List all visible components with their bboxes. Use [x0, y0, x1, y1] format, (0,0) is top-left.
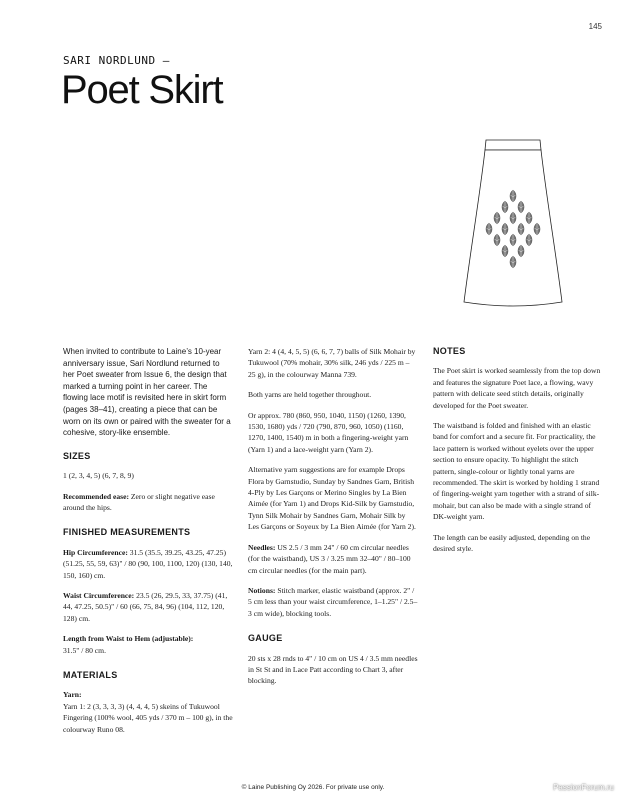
- notions-label: Notions:: [248, 585, 276, 595]
- sizes-list: 1 (2, 3, 4, 5) (6, 7, 8, 9): [63, 471, 134, 481]
- ease-text: Zero or slight negative ease around the hips.: [63, 491, 215, 512]
- watermark: PassionForum.ru: [553, 783, 614, 792]
- intro-text: When invited to contribute to Laine’s 10-year anniversary issue, Sari Nordlund returned to her Poet sweater from Issue 6, the design that marked a turning point in her career. The flowing lace motif is revisited here in skirt form (pages 38–41), creating a piece that can be worn on its own or paired with the sweater for a cohesive, story-like ensemble.: [63, 347, 231, 438]
- column-right: [433, 346, 603, 564]
- column-middle: [248, 346, 418, 696]
- copyright-footer: © Laine Publishing Oy 2026. For private use only.: [241, 784, 385, 791]
- needles-text: US 2.5 / 3 mm 24" / 60 cm circular needles (for the waistband), US 3 / 3.25 mm 32–40" / 80–100 cm circular needles (for the main part).: [248, 542, 411, 575]
- needles: [248, 542, 418, 576]
- length-text: 31.5" / 80 cm.: [63, 645, 106, 655]
- notes-paragraph-3: The length can be easily adjusted, depending on the desired style.: [433, 532, 591, 554]
- waist-text: 23.5 (26, 29.5, 33, 37.75) (41, 44, 47.25, 50.5)" / 60 (66, 75, 84, 96) (104, 112, 120, 128) cm.: [63, 591, 228, 623]
- gauge-heading: GAUGE: [248, 633, 283, 644]
- needles-label: Needles:: [248, 542, 276, 552]
- yarns-together: Both yarns are held together throughout.: [248, 390, 372, 400]
- yarn-1: Yarn 1: 2 (3, 3, 3, 3) (4, 4, 4, 5) skeins of Tukuwool Fingering (100% wool, 405 yds / 370 m – 100 g), in the colourway Runo 08.: [63, 701, 233, 734]
- length: [63, 633, 233, 656]
- yarn-alternatives: Alternative yarn suggestions are for example Drops Flora by Garnstudio, Sunday by Sandnes Garn, British 4-Ply by Les Garçons or Merino Singles by La Bien Aimée (for Yarn 1) and Drops Kid-Silk by Garnstudio, Tynn Silk Mohair by Sandnes Garn, Mohair Silk by Les Garçons or Soyeux by La Bien Aimée (for Yarn 2).: [248, 465, 416, 532]
- length-label: Length from Waist to Hem (adjustable):: [63, 634, 194, 644]
- notions: [248, 585, 418, 619]
- notes-heading: NOTES: [433, 346, 466, 356]
- yarn-2: Yarn 2: 4 (4, 4, 5, 5) (6, 6, 7, 7) balls of Silk Mohair by Tukuwool (70% mohair, 30% silk, 246 yds / 225 m – 25 g), in the colourway Manna 739.: [248, 347, 416, 379]
- page-number: 145: [588, 22, 602, 31]
- notes-paragraph-2: The waistband is folded and finished with an elastic band for comfort and a secure fit. For practicality, the lace pattern is worked without eyelets over the upper section to ensure opacity. To highlight the stitch pattern, single-colour or lightly tonal yarns are recommended. The skirt is worked by holding 1 strand of fingering-weight yarn together with a strand of silk-mohair, but can also be made with a single strand of DK-weight yarn.: [433, 421, 600, 522]
- column-left: [63, 346, 233, 744]
- hip-text: 31.5 (35.5, 39.25, 43.25, 47.25) (51.25, 55, 59, 63)" / 80 (90, 100, 1100, 120) (130, 140, 150, 160) cm.: [63, 547, 233, 580]
- waist-circumference: [63, 590, 233, 624]
- materials-heading: MATERIALS: [63, 670, 118, 681]
- skirt-illustration: [458, 134, 568, 314]
- gauge-text: 20 sts x 28 rnds to 4" / 10 cm on US 4 / 3.5 mm needles in St St and in Lace Patt according to Chart 3, after blocking.: [248, 653, 418, 686]
- yarn-label: Yarn:: [63, 690, 82, 700]
- finished-heading: FINISHED MEASUREMENTS: [63, 527, 191, 538]
- hip-label: Hip Circumference:: [63, 547, 128, 557]
- waist-label: Waist Circumference:: [63, 591, 135, 600]
- sizes-heading: SIZES: [63, 450, 91, 461]
- notions-text: Stitch marker, elastic waistband (approx. 2" / 5 cm less than your waist circumference, 1–1.25" / 2.5–3 cm wide), blocking tools.: [248, 585, 418, 618]
- hip-circumference: [63, 547, 233, 581]
- ease-label: Recommended ease:: [63, 491, 130, 501]
- page-title: Poet Skirt: [61, 68, 223, 112]
- recommended-ease: [63, 491, 233, 514]
- designer-name: SARI NORDLUND –: [63, 54, 170, 67]
- yarn-approx: Or approx. 780 (860, 950, 1040, 1150) (1260, 1390, 1530, 1680) yds / 720 (790, 870, 960, 1050) (1160, 1270, 1400, 1540) m in both a fingering-weight yarn (Yarn 1) and a lace-weight yarn (Yarn 2).: [248, 410, 409, 454]
- notes-paragraph-1: The Poet skirt is worked seamlessly from the top down and features the signature Poet lace, a flowing, wavy pattern with delicate seed stitch details, originally developed for the Poet sweater.: [433, 366, 601, 410]
